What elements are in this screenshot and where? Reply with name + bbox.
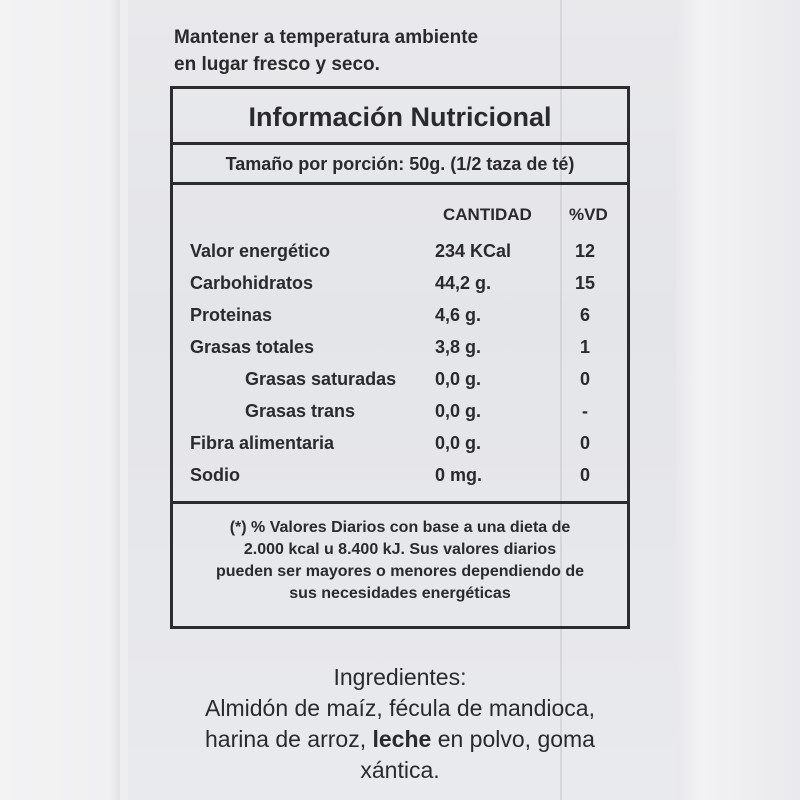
- nutrient-row-carbohydrates: [173, 269, 627, 301]
- storage-line-1: Mantener a temperatura ambiente: [174, 27, 479, 48]
- column-header-daily-value: %VD: [569, 205, 608, 224]
- nutrition-title: Información Nutricional: [173, 89, 627, 145]
- nutrient-label: Sodio: [190, 465, 240, 485]
- ingredients-line-1: Almidón de maíz, fécula de mandioca,: [205, 695, 595, 721]
- nutrient-amount: 0 mg.: [435, 465, 483, 485]
- nutrient-daily-value: 12: [574, 241, 596, 261]
- nutrient-amount: 0,0 g.: [435, 433, 482, 453]
- nutrient-row-total-fat: [173, 333, 627, 365]
- daily-value-footnote: [187, 517, 613, 605]
- nutrient-daily-value: 6: [579, 305, 590, 325]
- ingredients-text: en polvo, goma: [431, 726, 595, 752]
- nutrient-row-trans-fat: [173, 397, 627, 429]
- nutrient-row-proteins: [173, 301, 627, 333]
- nutrient-row-energy: [173, 237, 627, 269]
- nutrient-amount: 0,0 g.: [435, 401, 482, 421]
- nutrient-daily-value: -: [582, 401, 588, 421]
- nutrition-facts-table: [170, 86, 630, 629]
- ingredients-line-3: xántica.: [360, 757, 440, 783]
- nutrient-daily-value: 0: [579, 465, 590, 485]
- footnote-divider: [173, 501, 627, 504]
- nutrient-daily-value: 1: [579, 337, 590, 357]
- nutrient-amount: 4,6 g.: [435, 305, 482, 325]
- footnote-line-1: (*) % Valores Diarios con base a una dieta de: [229, 519, 571, 536]
- nutrient-amount: 3,8 g.: [435, 337, 482, 357]
- serving-size: Tamaño por porción: 50g. (1/2 taza de té): [173, 145, 627, 185]
- footnote-line-4: sus necesidades energéticas: [289, 585, 511, 602]
- nutrient-label: Grasas totales: [190, 337, 315, 357]
- ingredients-heading: Ingredientes:: [333, 664, 467, 690]
- column-header-amount: CANTIDAD: [443, 205, 532, 224]
- ingredients-allergen: leche: [372, 726, 432, 752]
- nutrient-label: Grasas saturadas: [245, 369, 397, 389]
- footnote-line-3: pueden ser mayores o menores dependiendo de: [215, 563, 585, 580]
- footnote-line-2: 2.000 kcal u 8.400 kJ. Sus valores diarios: [243, 541, 557, 558]
- ingredients-text: harina de arroz,: [205, 726, 373, 752]
- background-right: [670, 0, 800, 800]
- storage-line-2: en lugar fresco y seco.: [174, 54, 380, 75]
- nutrient-row-fiber: [173, 429, 627, 461]
- nutrient-amount: 234 KCal: [435, 241, 512, 261]
- background-left: [0, 0, 120, 800]
- nutrient-daily-value: 15: [574, 273, 596, 293]
- nutrient-amount: 44,2 g.: [435, 273, 492, 293]
- nutrient-rows: [173, 237, 627, 493]
- nutrient-label: Fibra alimentaria: [190, 433, 335, 453]
- nutrient-label: Valor energético: [190, 241, 331, 261]
- ingredients-line-2: [140, 724, 660, 755]
- nutrient-daily-value: 0: [579, 433, 590, 453]
- nutrient-amount: 0,0 g.: [435, 369, 482, 389]
- ingredients-section: [140, 662, 660, 786]
- nutrient-label: Grasas trans: [245, 401, 356, 421]
- nutrient-label: Proteinas: [190, 305, 273, 325]
- nutrient-row-sodium: [173, 461, 627, 493]
- nutrient-row-saturated-fat: [173, 365, 627, 397]
- storage-instructions: [174, 24, 614, 78]
- nutrient-daily-value: 0: [579, 369, 590, 389]
- nutrient-label: Carbohidratos: [190, 273, 314, 293]
